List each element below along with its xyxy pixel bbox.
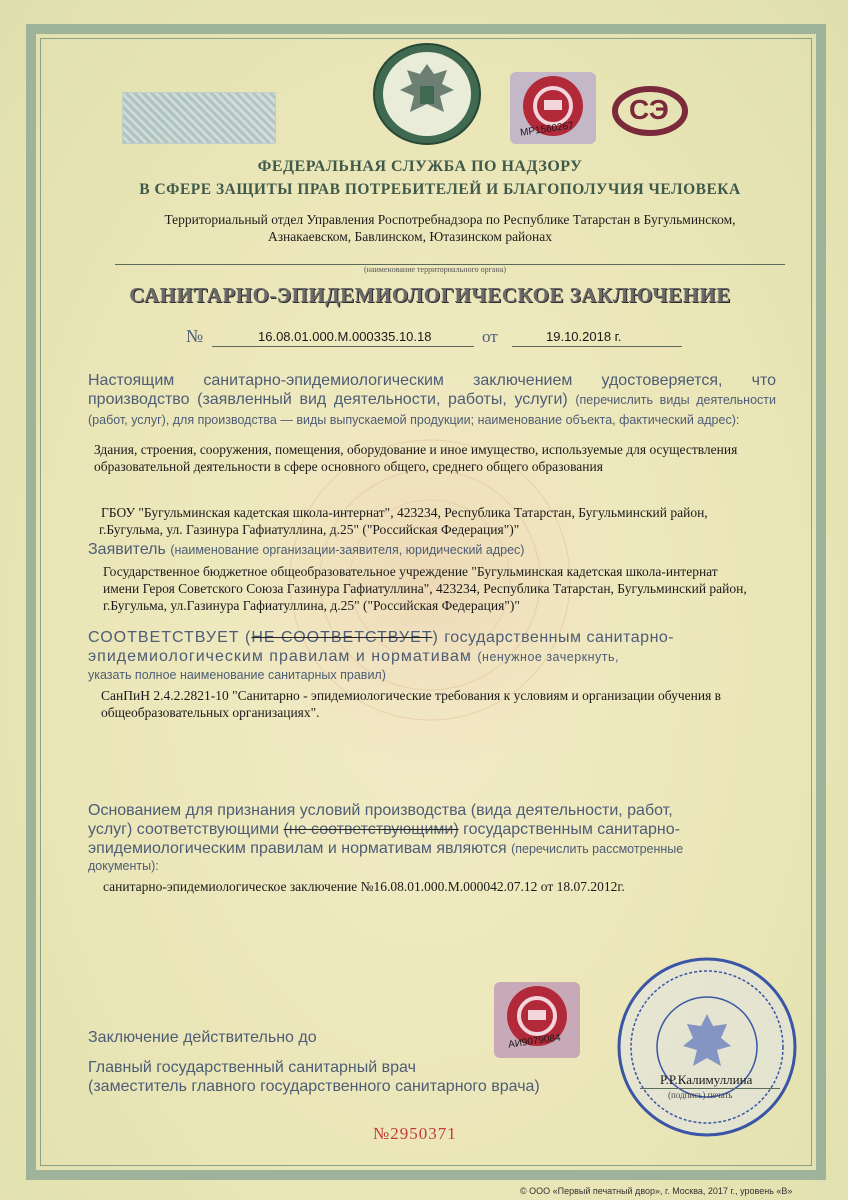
agency-name-line2: В СФЕРЕ ЗАЩИТЫ ПРАВ ПОТРЕБИТЕЛЕЙ И БЛАГОПОЛУЧИЯ ЧЕЛОВЕКА xyxy=(139,181,741,198)
basis-caption: (перечислить рассмотренные xyxy=(511,842,684,856)
applicant-value-line2: имени Героя Советского Союза Газинура Гафиатуллина", 423234, Республика Татарстан, Бугульминский район, xyxy=(103,581,747,596)
basis-not-conforming-struck: (не соответствующими) xyxy=(283,821,459,838)
signatory-title: Главный государственный санитарный врач xyxy=(88,1059,416,1076)
compliance-line1 xyxy=(88,629,778,647)
department-caption: (наименование территориального органа) xyxy=(364,265,506,274)
number-label: № xyxy=(186,326,204,346)
production-caption: (перечислить виды деятельности (работ, услуг), для производства — виды выпускаемой продукции; наименование объекта, фактический адрес): xyxy=(88,393,776,427)
form-serial-number: №2950371 xyxy=(373,1124,457,1143)
hologram-top xyxy=(510,72,596,144)
round-seal-icon xyxy=(613,954,801,1140)
date-from-label: от xyxy=(482,327,498,346)
department-line2: Азнакаевском, Бавлинском, Ютазинском районах xyxy=(267,229,553,244)
eagle-emblem-icon xyxy=(372,42,482,146)
compliance-value-line1: СанПиН 2.4.2.2821-10 "Санитарно - эпидемиологические требования к условиям и организации обучения в xyxy=(101,688,722,703)
document-number: 16.08.01.000.М.000335.10.18 xyxy=(258,329,432,344)
basis-line1: Основанием для признания условий производства (вида деятельности, работ, xyxy=(88,802,673,819)
applicant-value-line1: Государственное бюджетное общеобразовательное учреждение "Бугульминская кадетская школа-интернат xyxy=(103,564,718,579)
emblem-badge xyxy=(372,42,482,146)
document-title: САНИТАРНО-ЭПИДЕМИОЛОГИЧЕСКОЕ ЗАКЛЮЧЕНИЕ xyxy=(129,283,731,307)
certification-mark-text: СЭ xyxy=(629,94,669,125)
signature-underline xyxy=(640,1088,780,1089)
signature-caption: (подпись) печать xyxy=(668,1090,733,1100)
production-intro: Настоящим санитарно-эпидемиологическим заключением удостоверяется, что производство (заявленный вид деятельности, работы, услуги) xyxy=(88,372,776,408)
production-value-line2: образовательной деятельности в сфере основного общего, среднего общего образования xyxy=(94,459,603,474)
applicant-value-line3: г.Бугульма, ул.Газинура Гафиатуллина, д.25" ("Российская Федерация")" xyxy=(103,598,520,613)
compliance-open-paren: ( xyxy=(244,629,252,646)
basis-line2 xyxy=(88,821,778,839)
basis-value: санитарно-эпидемиологическое заключение №16.08.01.000.М.000042.07.12 от 18.07.2012г. xyxy=(103,879,625,894)
agency-name-line1: ФЕДЕРАЛЬНАЯ СЛУЖБА ПО НАДЗОРУ xyxy=(257,158,583,175)
hologram-top-code: МР1560267 xyxy=(519,120,575,139)
object-value-line2: г.Бугульма, ул. Газинура Гафиатуллина, д.25" ("Российская Федерация")" xyxy=(99,522,520,537)
compliance-line2 xyxy=(88,648,778,666)
compliance-rules: эпидемиологическим правилам и нормативам xyxy=(88,648,472,665)
applicant-heading xyxy=(88,541,524,559)
not-conforms-struck: НЕ СООТВЕТСТВУЕТ xyxy=(251,629,433,646)
conforms-text: СООТВЕТСТВУЕТ xyxy=(88,629,240,646)
basis-rest: государственным санитарно- xyxy=(463,821,680,838)
signatory-deputy-title: (заместитель главного государственного санитарного врача) xyxy=(88,1078,540,1095)
official-seal xyxy=(613,954,801,1140)
compliance-rest: государственным санитарно- xyxy=(444,629,675,646)
applicant-label: Заявитель xyxy=(88,541,166,558)
department-line1: Территориальный отдел Управления Роспотребнадзора по Республике Татарстан в Бугульминском, xyxy=(164,212,736,227)
compliance-caption2: указать полное наименование санитарных правил) xyxy=(88,668,386,682)
hologram-bottom-code: АИ9079084 xyxy=(507,1032,562,1051)
validity-label: Заключение действительно до xyxy=(88,1029,317,1046)
compliance-value-line2: общеобразовательных организациях". xyxy=(101,705,320,720)
date-underline xyxy=(512,346,682,347)
security-strip xyxy=(122,92,276,144)
applicant-caption: (наименование организации-заявителя, юридический адрес) xyxy=(170,543,525,557)
basis-rules: эпидемиологическим правилам и нормативам являются xyxy=(88,840,507,857)
signatory-name: Р.Р.Калимуллина xyxy=(660,1072,753,1087)
object-value-line1: ГБОУ "Бугульминская кадетская школа-интернат", 423234, Республика Татарстан, Бугульминский район, xyxy=(101,505,708,520)
document-date: 19.10.2018 г. xyxy=(546,329,622,344)
printer-footer: © ООО «Первый печатный двор», г. Москва, 2017 г., уровень «В» xyxy=(520,1186,793,1196)
basis-line3 xyxy=(88,840,778,858)
certification-mark xyxy=(612,86,688,136)
number-underline xyxy=(212,346,474,347)
production-value-line1: Здания, строения, сооружения, помещения, оборудование и иное имущество, используемые для осуществления xyxy=(94,442,738,457)
basis-caption2: документы): xyxy=(88,859,159,873)
basis-conforming: услуг) соответствующими xyxy=(88,821,280,838)
compliance-caption1: (ненужное зачеркнуть, xyxy=(477,650,619,664)
hologram-bottom xyxy=(494,982,580,1058)
production-statement xyxy=(88,371,776,430)
compliance-close-paren: ) xyxy=(432,629,439,646)
